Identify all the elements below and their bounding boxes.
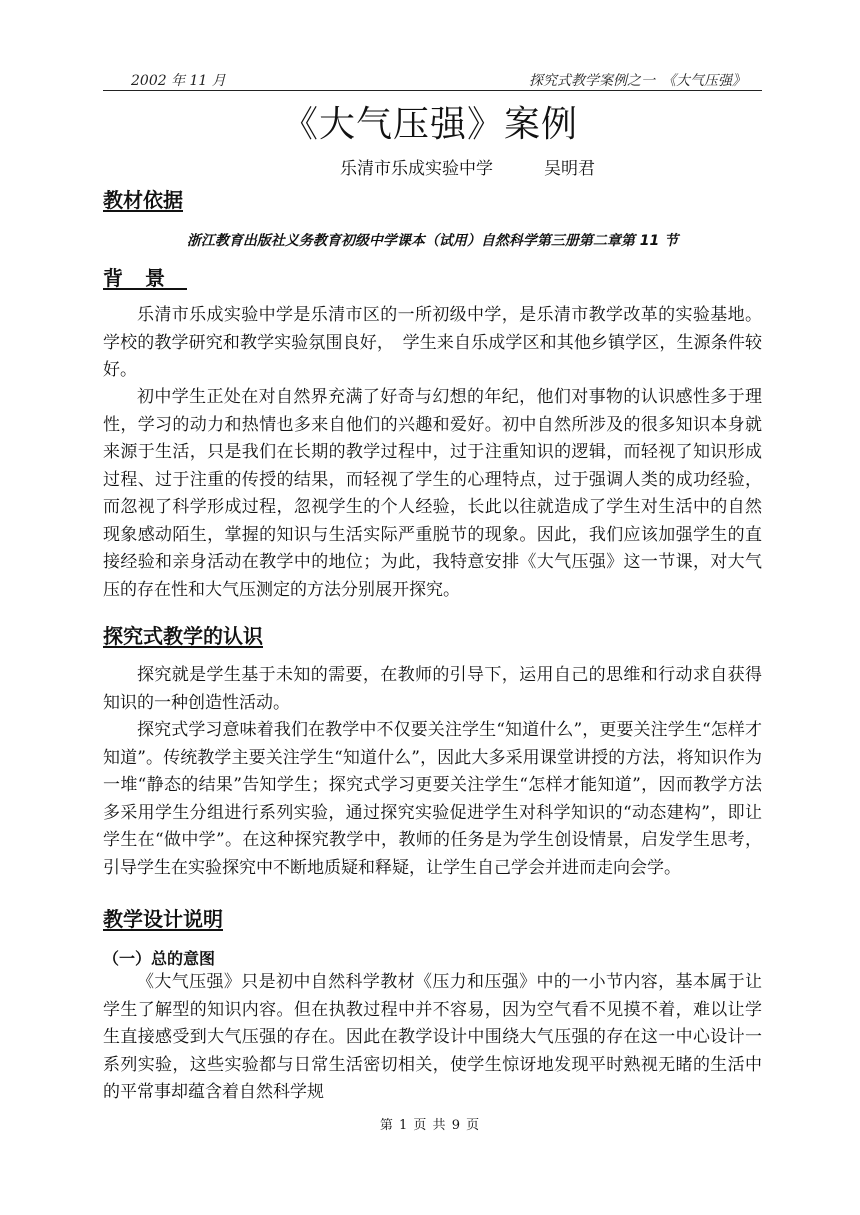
heading-background: 背景 [103, 266, 187, 290]
subheading-overall-intent: （一）总的意图 [103, 949, 216, 968]
page-footer: 第 1 页 共 9 页 [379, 1118, 481, 1133]
background-paragraph-2: 初中学生正处在对自然界充满了好奇与幻想的年纪，他们对事物的认识感性多于理性，学习的动力和热情也多来自他们的兴趣和爱好。初中自然所涉及的很多知识本身就来源于生活，只是我们在长期的教学过程中，过于注重知识的逻辑，而轻视了知识形成过程、过于注重的传授的结果，而轻视了学生的心理特点，过于强调人类的成功经验，而忽视了科学形成过程，忽视学生的个人经验，长此以往就造成了学生对生活中的自然现象感动陌生，掌握的知识与生活实际严重脱节的现象。因此，我们应该加强学生的直接经验和亲身活动在教学中的地位；为此，我特意安排《大气压强》这一节课，对大气压的存在性和大气压测定的方法分别展开探究。 [103, 387, 762, 600]
header-date: 2002 年 11 月 [131, 73, 226, 89]
textbook-source: 浙江教育出版社义务教育初级中学课本（试用）自然科学第三册第二章第 11 节 [186, 233, 679, 249]
heading-basis: 教材依据 [103, 188, 183, 212]
design-paragraph-1: 《大气压强》只是初中自然科学教材《压力和压强》中的一小节内容，基本属于让学生了解型的知识内容。但在执教过程中并不容易，因为空气看不见摸不着，难以让学生直接感受到大气压强的存在。因此在教学设计中围绕大气压强的存在这一中心设计一系列实验，这些实验都与日常生活密切相关，使学生惊讶地发现平时熟视无睹的生活中的平常事却蕴含着自然科学规 [103, 972, 762, 1102]
background-paragraph-1: 乐清市乐成实验中学是乐清市区的一所初级中学，是乐清市教学改革的实验基地。学校的教学研究和教学实验氛围良好， 学生来自乐成学区和其他乡镇学区，生源条件较好。 [103, 305, 762, 380]
heading-design: 教学设计说明 [103, 907, 223, 931]
heading-inquiry: 探究式教学的认识 [103, 624, 263, 648]
page-header [103, 70, 762, 91]
document-title: 《大气压强》案例 [281, 104, 578, 145]
inquiry-paragraph-2: 探究式学习意味着我们在教学中不仅要关注学生“知道什么”，更要关注学生“怎样才知道”。传统教学主要关注学生“知道什么”，因此大多采用课堂讲授的方法，将知识作为一堆“静态的结果”告知学生；探究式学习更要关注学生“怎样才能知道”，因而教学方法多采用学生分组进行系列实验，通过探究实验促进学生对科学知识的“动态建构”，即让学生在“做中学”。在这种探究教学中，教师的任务是为学生创设情景，启发学生思考，引导学生在实验探究中不断地质疑和释疑，让学生自己学会并进而走向会学。 [103, 720, 762, 878]
inquiry-paragraph-1: 探究就是学生基于未知的需要，在教师的引导下，运用自己的思维和行动求自获得知识的一种创造性活动。 [103, 665, 762, 713]
header-series: 探究式教学案例之一 《大气压强》 [529, 73, 746, 89]
author-line: 乐清市乐成实验中学 吴明君 [340, 159, 595, 179]
